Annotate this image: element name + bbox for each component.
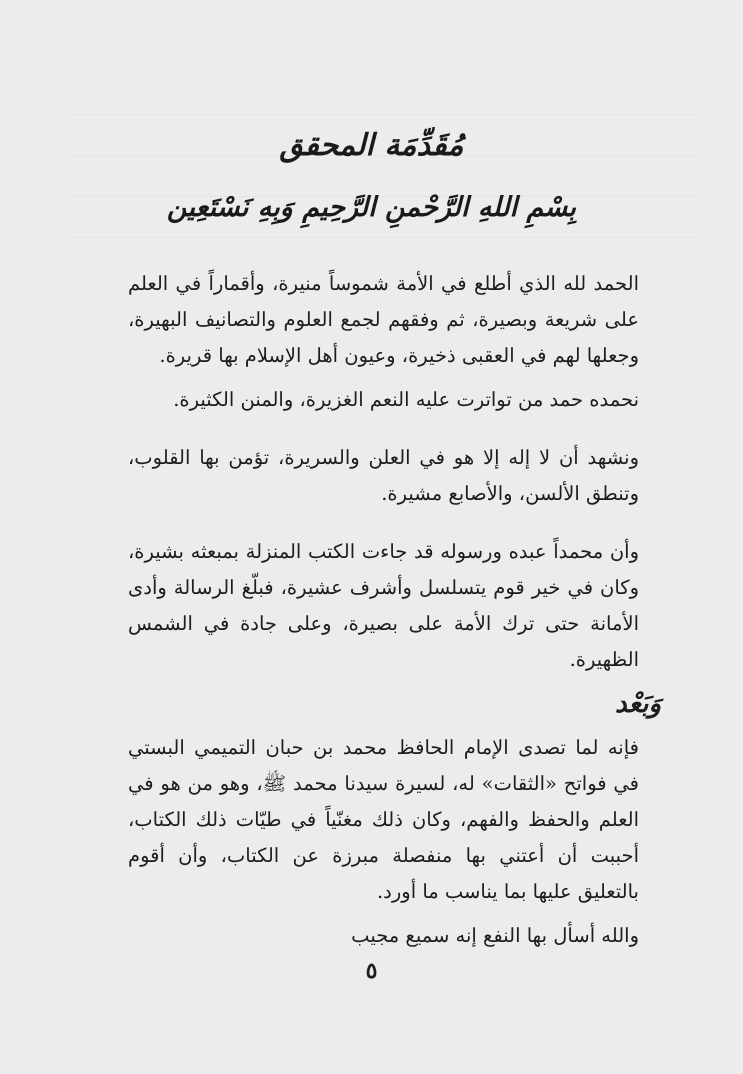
basmala: بِسْمِ اللهِ الرَّحْمنِ الرَّحِيمِ وَبِهِ نَسْتَعِين: [166, 192, 577, 223]
paragraph-hamd: نحمده حمد من تواترت عليه النعم الغزيرة، والمنن الكثيرة.: [173, 388, 639, 411]
page-number: ٥: [365, 958, 378, 984]
paragraph-praise: الحمد لله الذي أطلع في الأمة شموساً منيرة، وأقماراً في العلم على شريعة وبصيرة، ثم وفقهم لجمع العلوم والتصانيف البهيرة، وجعلها لهم في العقبى ذخيرة، وعيون أهل الإسلام بها قريرة.: [128, 272, 639, 367]
section-heading-wabad: وَبَعْد: [615, 689, 661, 719]
paragraph-prophet: وأن محمداً عبده ورسوله قد جاءت الكتب المنزلة بمبعثه بشيرة، وكان في خير قوم يتسلسل وأشرف عشيرة، فبلّغ الرسالة وأدى الأمانة حتى ترك الأمة على بصيرة، وعلى جادة في الشمس الظهيرة.: [128, 540, 639, 671]
paragraph-shahada: ونشهد أن لا إله إلا هو في العلن والسريرة، تؤمن بها القلوب، وتنطق الألسن، والأصابع مشيرة.: [128, 446, 639, 505]
main-text: [128, 266, 661, 954]
page-title: مُقَدِّمَة المحقق: [279, 128, 464, 163]
paragraph-closing: والله أسأل بها النفع إنه سميع مجيب: [351, 924, 639, 947]
paragraph-purpose: فإنه لما تصدى الإمام الحافظ محمد بن حبان التميمي البستي في فواتح «الثقات» له، لسيرة سيدنا محمد ﷺ، وهو من هو في العلم والحفظ والفهم، وكان ذلك مغنّياً في طيّات ذلك الكتاب، أحببت أن أعتني بها منفصلة مبرزة عن الكتاب، وأن أقوم بالتعليق عليها بما يناسب ما أورد.: [128, 736, 639, 903]
chapter-header: [0, 128, 743, 163]
